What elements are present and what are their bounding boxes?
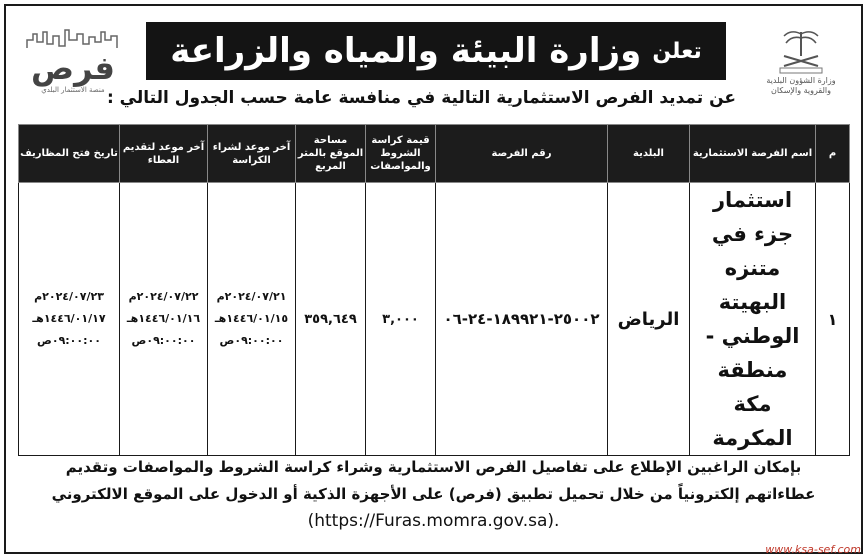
row-num: ١ [816, 183, 850, 456]
footer-line-1: بإمكان الراغبين الإطلاع على تفاصيل الفرص الاستثمارية وشراء كراسة الشروط والمواصفات وتقديم [65, 458, 802, 476]
watermark: www.ksa-sef.com [765, 543, 861, 556]
row-site-area: ٣٥٩,٦٤٩ [296, 183, 366, 456]
opening-date-gregorian: ٢٠٢٤/٠٧/٢٣م [34, 290, 104, 303]
opening-time: ٠٩:٠٠:٠٠ص [37, 334, 101, 347]
submission-date-gregorian: ٢٠٢٤/٠٧/٢٢م [128, 290, 199, 303]
row-purchase-deadline [208, 183, 296, 456]
header-booklet-fee: قيمة كراسة الشروط والمواصفات [366, 125, 436, 183]
submission-time: ٠٩:٠٠:٠٠ص [131, 334, 196, 347]
furas-logo-subtitle: منصة الاستثمار البلدي [41, 86, 105, 94]
header-envelope-opening: تاريخ فتح المظاريف [19, 125, 120, 183]
header [6, 6, 861, 120]
purchase-time: ٠٩:٠٠:٠٠ص [219, 334, 284, 347]
tender-table [18, 124, 850, 456]
skyline-icon [25, 28, 121, 50]
header-submission-deadline: آخر موعد لتقديم العطاء [120, 125, 208, 183]
announcement-frame [4, 4, 863, 554]
header-num: م [816, 125, 850, 183]
row-booklet-fee: ٣,٠٠٠ [366, 183, 436, 456]
footer-notice [18, 454, 849, 535]
ministry-name: وزارة البيئة والمياه والزراعة [170, 31, 642, 71]
title-bar [146, 22, 726, 80]
announcement-subtitle: عن تمديد الفرص الاستثمارية التالية في منافسة عامة حسب الجدول التالي : [106, 88, 736, 108]
announce-label: تعلن [652, 38, 702, 64]
furas-website-link[interactable]: (https://Furas.momra.gov.sa). [307, 511, 560, 531]
footer-line-2: عطاءاتهم إلكترونياً من خلال تحميل تطبيق (فرص) على الأجهزة الذكية أو الدخول على الموقع الالكتروني [51, 485, 816, 503]
row-envelope-opening [19, 183, 120, 456]
header-opportunity-number: رقم الفرصة [436, 125, 608, 183]
purchase-date-gregorian: ٢٠٢٤/٠٧/٢١م [216, 290, 287, 303]
row-opportunity-name: استثمار جزء في متنزه البهيتة الوطني - منطقة مكة المكرمة [690, 183, 816, 456]
row-opportunity-number: ٢٥٠٠٢-١٨٩٩٢١-٢٤-٠٦ [436, 183, 608, 456]
table-row [19, 183, 850, 456]
ministry-logo-subtitle-1: وزارة الشؤون البلدية [766, 76, 836, 85]
header-municipality: البلدية [608, 125, 690, 183]
header-purchase-deadline: آخر موعد لشراء الكراسة [208, 125, 296, 183]
ministry-logo-subtitle-2: والقروية والإسكان [771, 86, 831, 95]
row-submission-deadline [120, 183, 208, 456]
furas-logo-word: فرص [31, 49, 115, 87]
opening-date-hijri: ١٤٤٦/٠١/١٧هـ [32, 312, 106, 325]
header-opportunity-name: اسم الفرصة الاستثمارية [690, 125, 816, 183]
purchase-date-hijri: ١٤٤٦/٠١/١٥هـ [214, 312, 289, 325]
ministry-logo [753, 26, 849, 112]
submission-date-hijri: ١٤٤٦/٠١/١٦هـ [126, 312, 201, 325]
row-municipality: الرياض [608, 183, 690, 456]
table-header-row [19, 125, 850, 183]
header-site-area: مساحة الموقع بالمتر المربع [296, 125, 366, 183]
palm-swords-emblem-icon [774, 26, 828, 76]
